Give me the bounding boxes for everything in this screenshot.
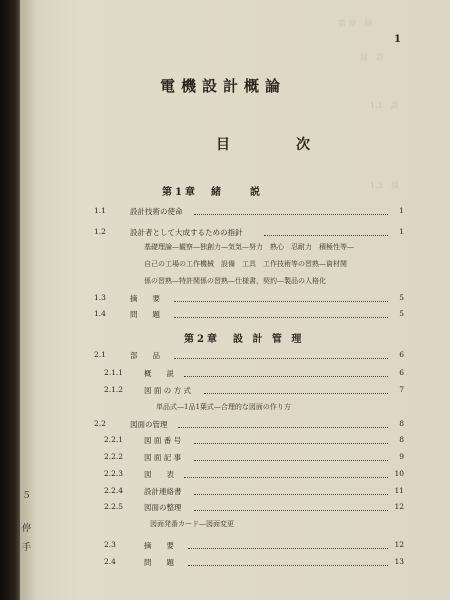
book-page: [20, 0, 450, 600]
section-number: 2.2: [94, 419, 106, 428]
page-ref: 5: [399, 309, 404, 318]
show-through-text: 1.3 摘: [370, 181, 399, 190]
page-number: 1: [394, 34, 401, 45]
section-title: 図面の整理: [144, 503, 182, 512]
leader-dots: [174, 317, 388, 318]
toc-entry[interactable]: [20, 293, 450, 307]
show-through-text: 第 章 緒: [338, 19, 373, 28]
section-number: 2.1.1: [104, 368, 124, 377]
section-title: 設計技術の使命: [130, 207, 183, 216]
book-spine-shadow: [0, 0, 22, 600]
section-title: 設計連絡書: [144, 487, 182, 496]
toc-entry[interactable]: [20, 557, 450, 571]
section-title: 摘 要: [130, 294, 160, 303]
leader-dots: [194, 443, 388, 444]
page-ref: 12: [394, 502, 404, 511]
leader-dots: [188, 565, 388, 566]
page-ref: 13: [394, 557, 404, 566]
toc-entry[interactable]: [20, 502, 450, 516]
page-ref: 1: [399, 227, 404, 236]
section-title: 図 面 番 号: [144, 436, 182, 445]
subtopic-line: 基礎理論—観察—独創力—気気—努力 熟心 忍耐力 積極性等—: [144, 243, 354, 251]
show-through-text: 1.1 設: [370, 101, 399, 110]
subtopic-line: 自己の工場の工作機械 設備 工具 工作技術等の習熟—資材関: [144, 260, 347, 268]
section-title: 部 品: [130, 351, 160, 360]
section-number: 1.2: [94, 227, 106, 236]
margin-note: ５: [22, 491, 32, 501]
page-ref: 6: [399, 350, 404, 359]
toc-entry[interactable]: [20, 206, 450, 220]
section-number: 2.1.2: [104, 385, 124, 394]
section-title: 図 面 の 方 式: [144, 386, 192, 395]
section-number: 1.3: [94, 293, 106, 302]
book-title: 電機設計概論: [160, 77, 287, 95]
section-number: 2.2.2: [104, 452, 124, 461]
section-number: 2.4: [104, 557, 116, 566]
leader-dots: [174, 301, 388, 302]
page-ref: 9: [399, 452, 404, 461]
section-title: 摘 要: [144, 541, 174, 550]
leader-dots: [194, 494, 388, 495]
section-number: 2.3: [104, 540, 116, 549]
leader-dots: [184, 376, 388, 377]
section-number: 2.2.1: [104, 435, 124, 444]
section-number: 2.2.5: [104, 502, 124, 511]
section-title: 問 題: [130, 310, 160, 319]
page-ref: 12: [394, 540, 404, 549]
subtopic-line: 単品式—1品1葉式—合理的な図面の作り方: [156, 403, 291, 411]
chapter-2-heading: 第2章 設 計 管 理: [184, 334, 305, 345]
leader-dots: [174, 358, 388, 359]
page-ref: 8: [399, 435, 404, 444]
page-ref: 6: [399, 368, 404, 377]
section-number: 1.1: [94, 206, 106, 215]
page-ref: 1: [399, 206, 404, 215]
leader-dots: [184, 477, 388, 478]
page-ref: 11: [394, 486, 404, 495]
page-ref: 10: [394, 469, 404, 478]
show-through-text: 緒 設: [360, 53, 384, 62]
toc-entry[interactable]: [20, 452, 450, 466]
toc-heading: 目 次: [216, 137, 336, 153]
toc-entry[interactable]: [20, 368, 450, 382]
subtopic-line: 係の習熟—特許関係の習熟—仕様書，契約—製品の人格化: [144, 277, 326, 285]
section-title: 図 面 記 事: [144, 453, 182, 462]
margin-note: 手: [22, 543, 32, 553]
toc-entry[interactable]: [20, 385, 450, 399]
toc-entry[interactable]: [20, 350, 450, 364]
section-number: 1.4: [94, 309, 106, 318]
page-ref: 7: [399, 385, 404, 394]
section-title: 図 表: [144, 470, 174, 479]
margin-note: 停: [22, 524, 32, 534]
section-number: 2.1: [94, 350, 106, 359]
page-ref: 5: [399, 293, 404, 302]
section-title: 概 説: [144, 369, 174, 378]
toc-entry[interactable]: [20, 435, 450, 449]
leader-dots: [194, 214, 388, 215]
leader-dots: [188, 548, 388, 549]
leader-dots: [178, 427, 388, 428]
toc-entry[interactable]: [20, 486, 450, 500]
section-title: 設計者として大成するための指針: [130, 228, 243, 237]
toc-entry[interactable]: [20, 540, 450, 554]
leader-dots: [194, 510, 388, 511]
toc-entry[interactable]: [20, 469, 450, 483]
section-number: 2.2.4: [104, 486, 124, 495]
subtopic-line: 図面発番カード—図面変更: [150, 520, 234, 528]
section-title: 問 題: [144, 558, 174, 567]
leader-dots: [194, 460, 388, 461]
chapter-1-heading: 第1章 緒 説: [162, 187, 263, 198]
section-title: 図面の管理: [130, 420, 168, 429]
toc-entry[interactable]: [20, 309, 450, 323]
page-ref: 8: [399, 419, 404, 428]
toc-entry[interactable]: [20, 419, 450, 433]
section-number: 2.2.3: [104, 469, 124, 478]
toc-entry[interactable]: [20, 227, 450, 241]
leader-dots: [204, 393, 388, 394]
leader-dots: [264, 235, 388, 236]
